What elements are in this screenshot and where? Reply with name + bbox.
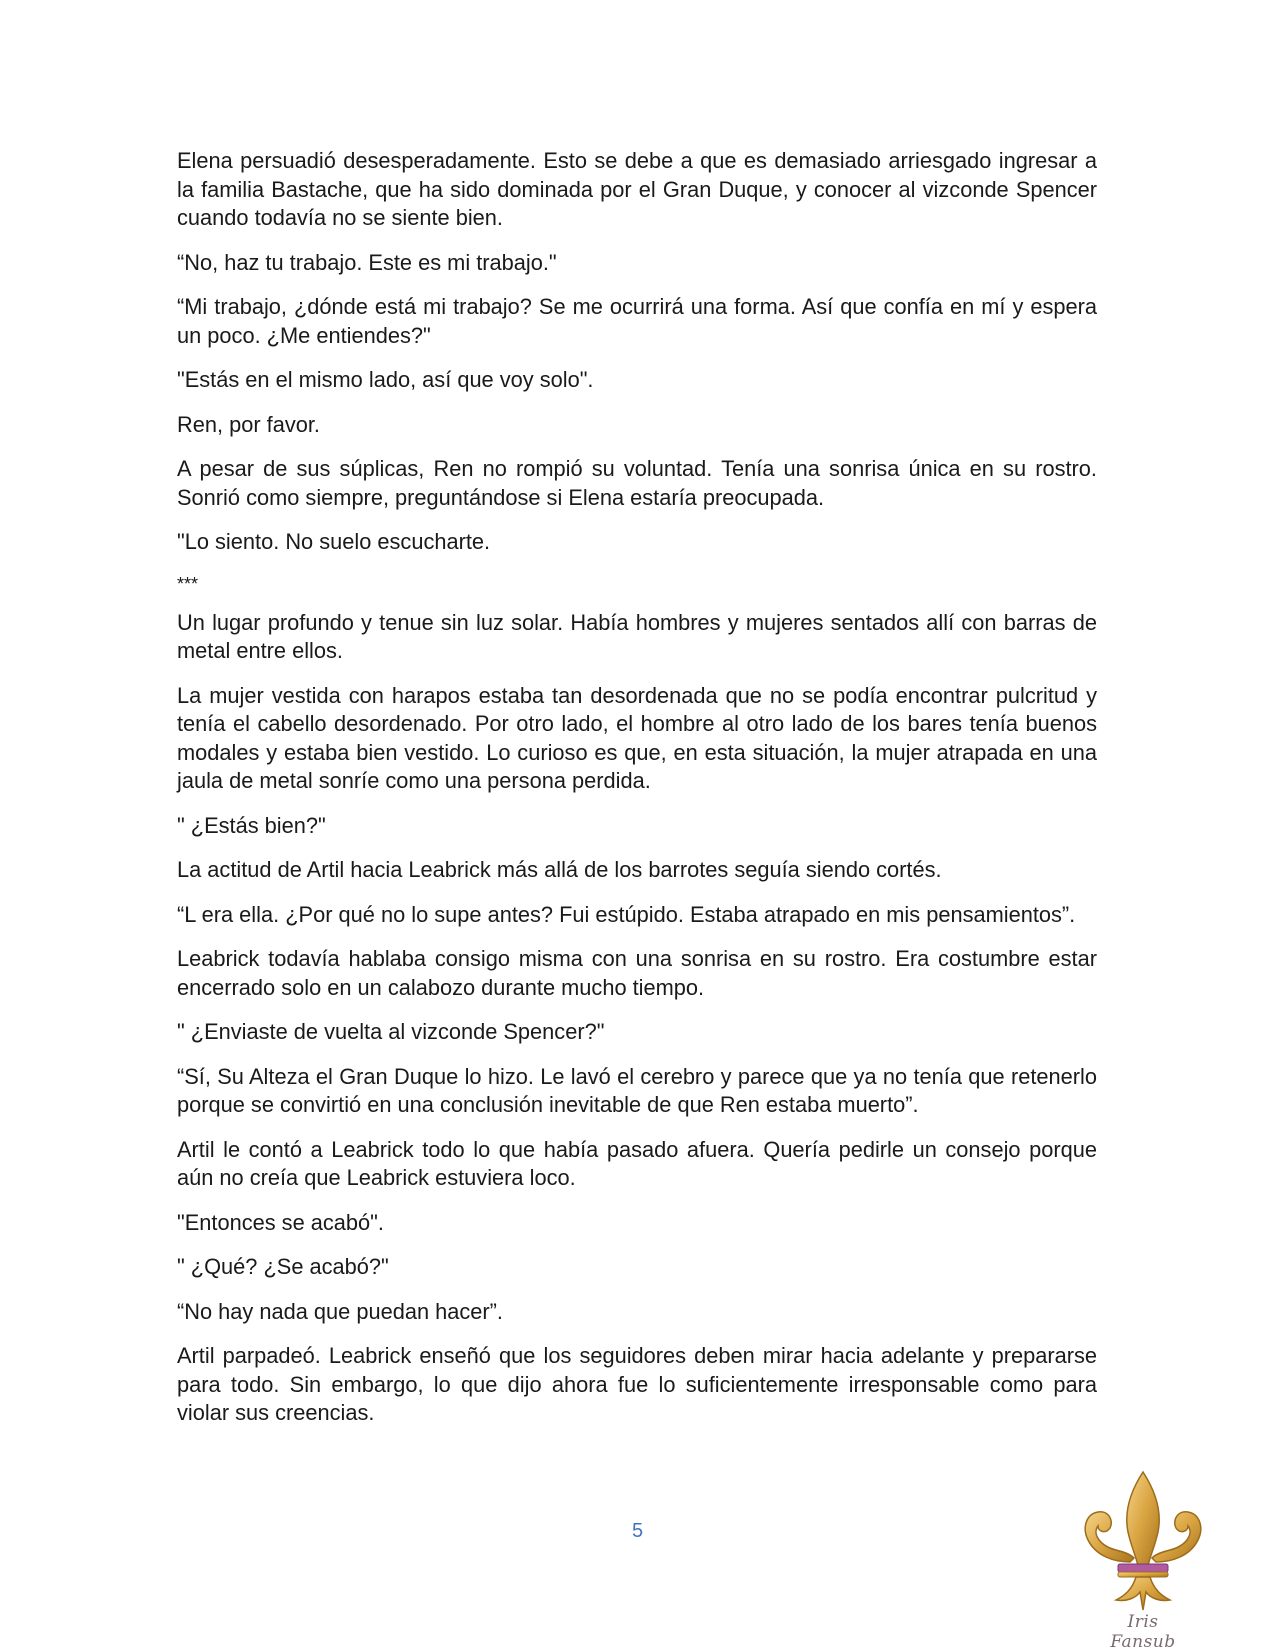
paragraph: "Entonces se acabó". (177, 1209, 384, 1235)
paragraph: “Mi trabajo, ¿dónde está mi trabajo? Se me ocurrirá una forma. Así que confía en mí y espera un poco. ¿Me entiendes?" (177, 294, 1097, 348)
paragraph: Un lugar profundo y tenue sin luz solar. Había hombres y mujeres sentados allí con barras de metal entre ellos. (177, 609, 1097, 663)
paragraph: Ren, por favor. (177, 411, 320, 437)
paragraph: Artil le contó a Leabrick todo lo que había pasado afuera. Quería pedirle un consejo porque aún no creía que Leabrick estuviera loco. (177, 1136, 1097, 1190)
paragraph: "Lo siento. No suelo escucharte. (177, 529, 491, 554)
paragraph: "Estás en el mismo lado, así que voy solo". (177, 367, 594, 392)
paragraph: Artil parpadeó. Leabrick enseñó que los seguidores deben mirar hacia adelante y prepararse para todo. Sin embargo, lo que dijo ahora fue lo suficientemente irresponsable como para violar sus creencias. (177, 1343, 1097, 1425)
paragraph: “Sí, Su Alteza el Gran Duque lo hizo. Le lavó el cerebro y parece que ya no tenía que retenerlo porque se convirtió en una conclusión inevitable de que Ren estaba muerto”. (177, 1063, 1097, 1117)
paragraph: La mujer vestida con harapos estaba tan desordenada que no se podía encontrar pulcritud y tenía el cabello desordenado. Por otro lado, el hombre al otro lado de los bares tenía buenos modales y estaba bien vestido. Lo curioso es que, en esta situación, la mujer atrapada en una jaula de metal sonríe como una persona perdida. (177, 682, 1097, 793)
paragraph: " ¿Qué? ¿Se acabó?" (177, 1254, 389, 1279)
logo-signature: Iris Fansub (1110, 1612, 1176, 1652)
paragraph: Leabrick todavía hablaba consigo misma con una sonrisa en su rostro. Era costumbre estar encerrado solo en un calabozo durante mucho tiempo. (177, 946, 1097, 1000)
paragraph: “No hay nada que puedan hacer”. (177, 1298, 503, 1324)
paragraph: “L era ella. ¿Por qué no lo supe antes? Fui estúpido. Estaba atrapado en mis pensamientos”. (177, 901, 1076, 927)
paragraph: La actitud de Artil hacia Leabrick más allá de los barrotes seguía siendo cortés. (177, 857, 942, 882)
document-body (177, 147, 1097, 1444)
scene-separator: *** (177, 573, 199, 594)
paragraph: “No, haz tu trabajo. Este es mi trabajo." (177, 249, 557, 275)
paragraph: Elena persuadió desesperadamente. Esto se debe a que es demasiado arriesgado ingresar a la familia Bastache, que ha sido dominada por el Gran Duque, y conocer al vizconde Spencer cuando todavía no se siente bien. (177, 148, 1097, 230)
paragraph: " ¿Estás bien?" (177, 812, 326, 838)
paragraph: A pesar de sus súplicas, Ren no rompió su voluntad. Tenía una sonrisa única en su rostro. Sonrió como siempre, preguntándose si Elena estaría preocupada. (177, 456, 1097, 510)
page-number: 5 (631, 1520, 644, 1542)
paragraph: " ¿Enviaste de vuelta al vizconde Spencer?" (177, 1019, 605, 1044)
